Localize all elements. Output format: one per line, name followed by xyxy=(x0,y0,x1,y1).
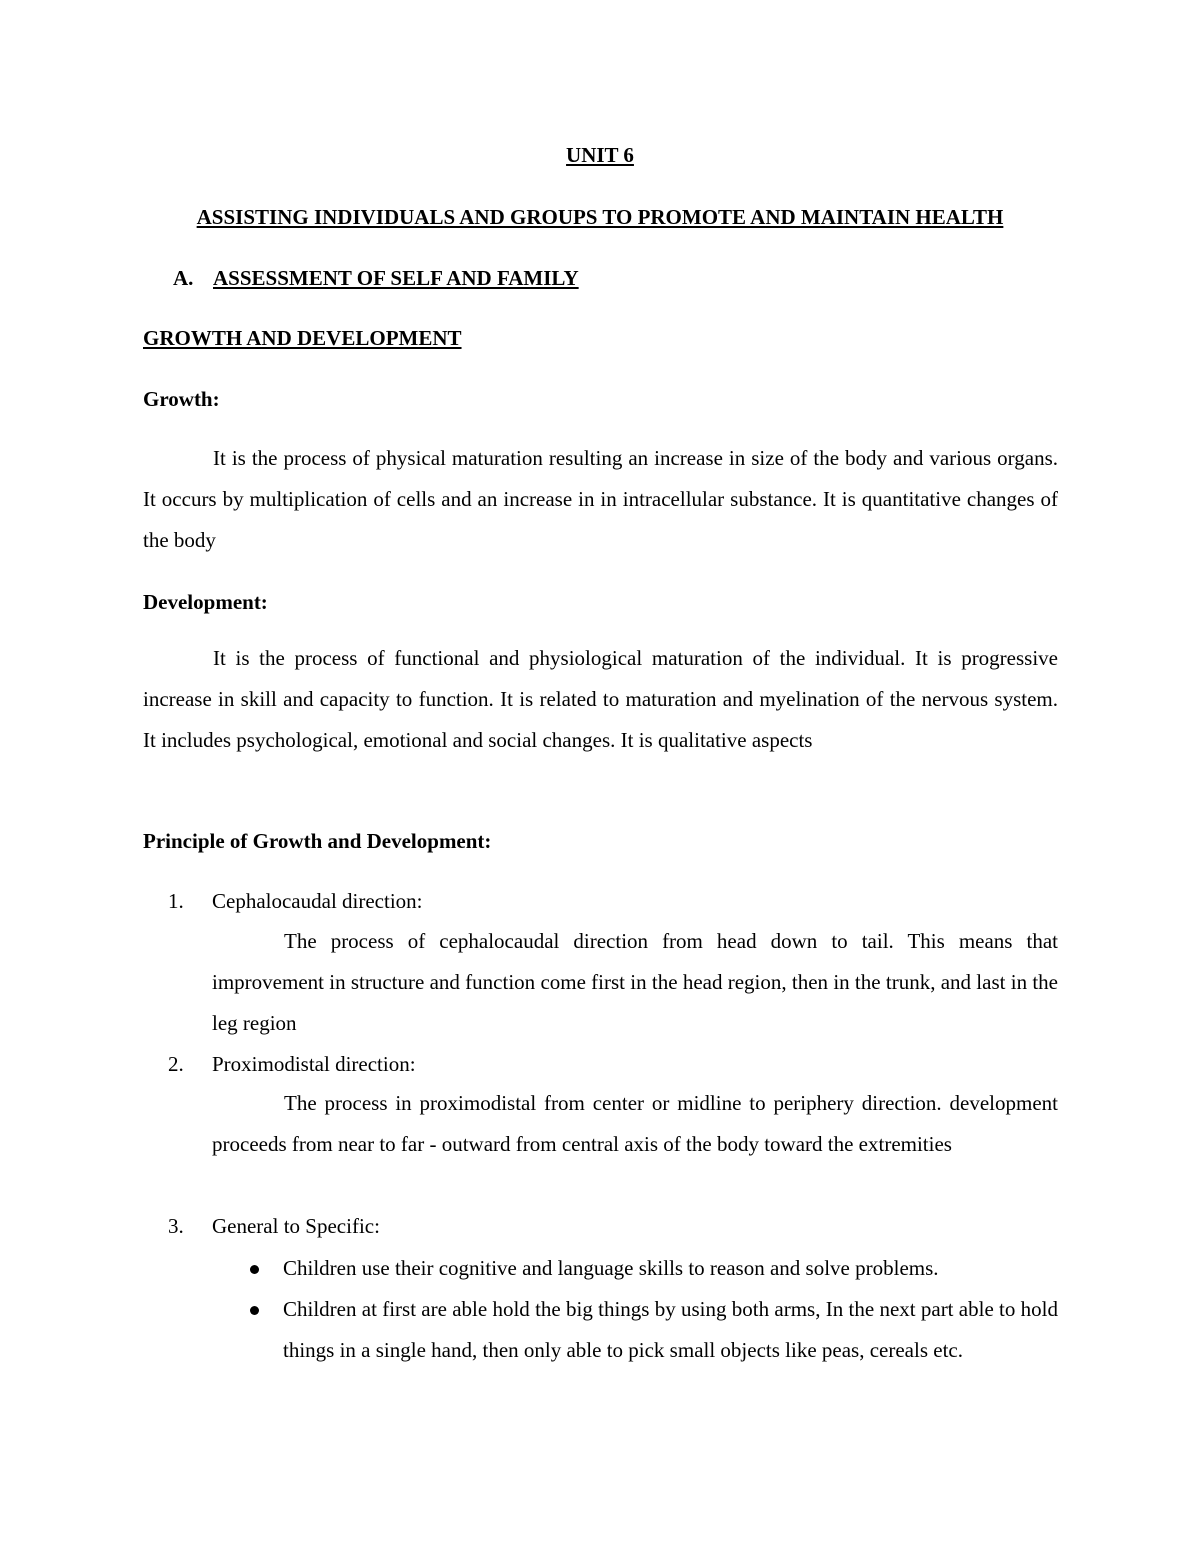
bullet-icon xyxy=(250,1306,259,1315)
list-item-number: 2. xyxy=(168,1052,184,1076)
principles-heading: Principle of Growth and Development: xyxy=(143,829,492,853)
development-heading: Development: xyxy=(143,590,268,614)
list-item-title: Proximodistal direction: xyxy=(212,1052,416,1076)
list-item-paragraph: The process in proximodistal from center or midline to periphery direction. development proceeds from near to far - outward from central axis of the body toward the extremities xyxy=(212,1091,1058,1156)
list-item-title: General to Specific: xyxy=(212,1214,380,1238)
bullet-icon xyxy=(250,1265,259,1274)
unit-title: UNIT 6 xyxy=(566,143,634,167)
section-a-marker: A. xyxy=(173,266,194,290)
list-item-paragraph: The process of cephalocaudal direction from head down to tail. This means that improvement in structure and function come first in the head region, then in the trunk, and last in the leg region xyxy=(212,929,1058,1035)
development-paragraph: It is the process of functional and physiological maturation of the individual. It is progressive increase in skill and capacity to function. It is related to maturation and myelination of the nervous system. It includes psychological, emotional and social changes. It is qualitative aspects xyxy=(143,646,1058,752)
growth-heading: Growth: xyxy=(143,387,220,411)
list-item-number: 1. xyxy=(168,889,184,913)
growth-and-development-heading: GROWTH AND DEVELOPMENT xyxy=(143,326,462,350)
main-title: ASSISTING INDIVIDUALS AND GROUPS TO PROMOTE AND MAINTAIN HEALTH xyxy=(196,205,1004,229)
bullet-item: Children use their cognitive and language skills to reason and solve problems. xyxy=(283,1256,939,1280)
section-a-title: ASSESSMENT OF SELF AND FAMILY xyxy=(213,266,579,290)
bullet-item: Children at first are able hold the big things by using both arms, In the next part able to hold things in a single hand, then only able to pick small objects like peas, cereals etc. xyxy=(283,1297,1058,1362)
list-item-title: Cephalocaudal direction: xyxy=(212,889,423,913)
growth-paragraph: It is the process of physical maturation resulting an increase in size of the body and various organs. It occurs by multiplication of cells and an increase in in intracellular substance. It is quantitative changes of the body xyxy=(143,446,1058,552)
list-item-number: 3. xyxy=(168,1214,184,1238)
